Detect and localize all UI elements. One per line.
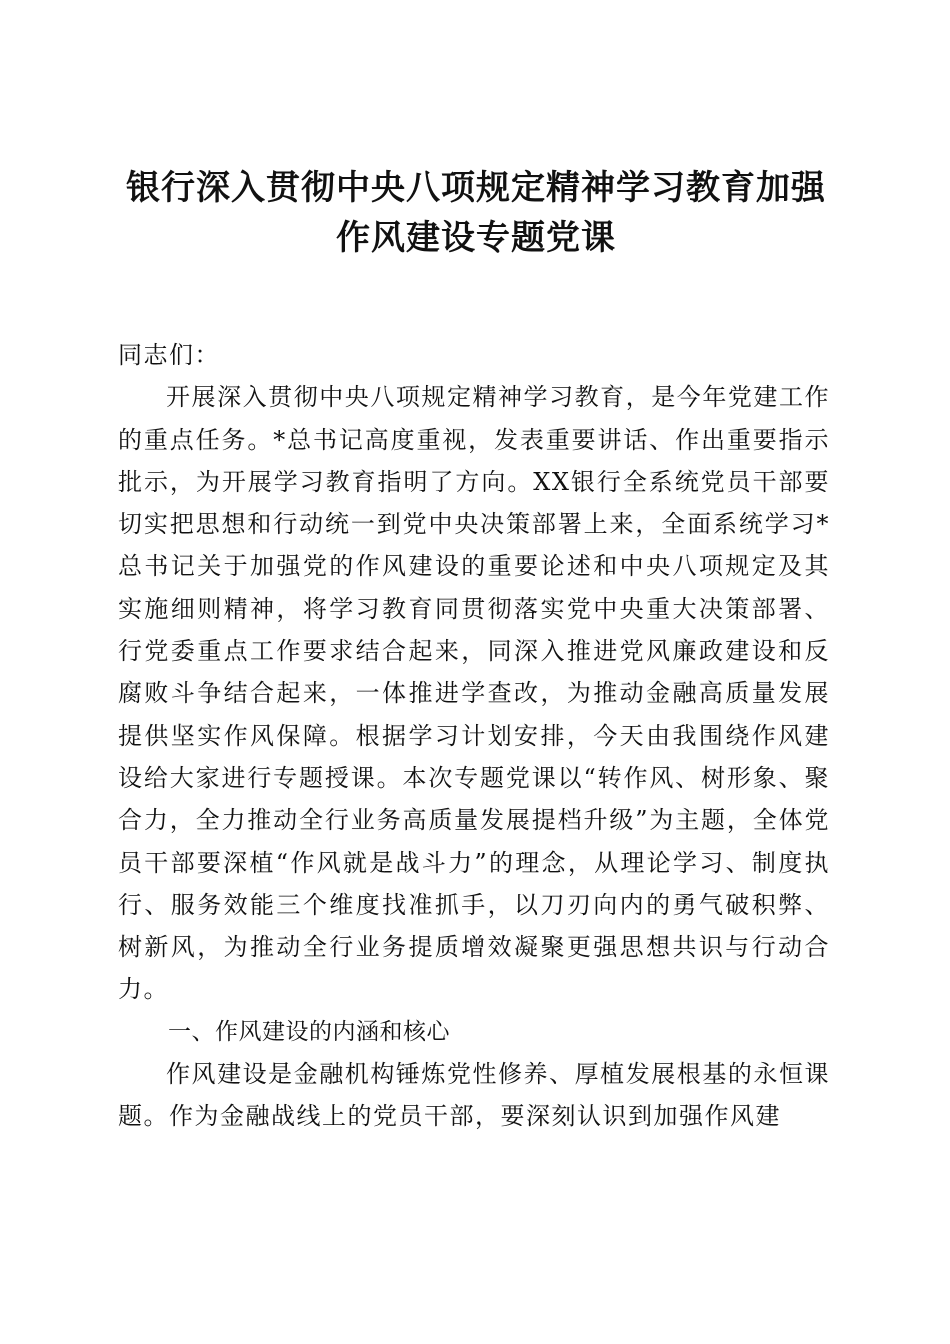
section-heading-1: 一、作风建设的内涵和核心 [168,1018,450,1045]
document-body [118,334,830,1138]
intro-paragraph: 开展深入贯彻中央八项规定精神学习教育，是今年党建工作的重点任务。*总书记高度重视，发表重要讲话、作出重要指示批示，为开展学习教育指明了方向。XX银行全系统党员干部要切实把思想和行动统一到党中央决策部署上来，全面系统学习*总书记关于加强党的作风建设的重要论述和中央八项规定及其实施细则精神，将学习教育同贯彻落实党中央重大决策部署、行党委重点工作要求结合起来，同深入推进党风廉政建设和反腐败斗争结合起来，一体推进学查改，为推动金融高质量发展提供坚实作风保障。根据学习计划安排，今天由我围绕作风建设给大家进行专题授课。本次专题党课以“转作风、树形象、聚合力，全力推动全行业务高质量发展提档升级”为主题，全体党员干部要深植“作风就是战斗力”的理念，从理论学习、制度执行、服务效能三个维度找准抓手，以刀刃向内的勇气破积弊、树新风，为推动全行业务提质增效凝聚更强思想共识与行动合力。 [118,383,830,1004]
document-title-line-1: 银行深入贯彻中央八项规定精神学习教育加强 [126,168,826,208]
section-1-paragraph: 作风建设是金融机构锤炼党性修养、厚植发展根基的永恒课题。作为金融战线上的党员干部，要深刻认识到加强作风建 [118,1060,830,1131]
document-title [118,163,834,263]
salutation: 同志们： [118,341,220,369]
document-title-line-2: 作风建设专题党课 [336,218,616,258]
